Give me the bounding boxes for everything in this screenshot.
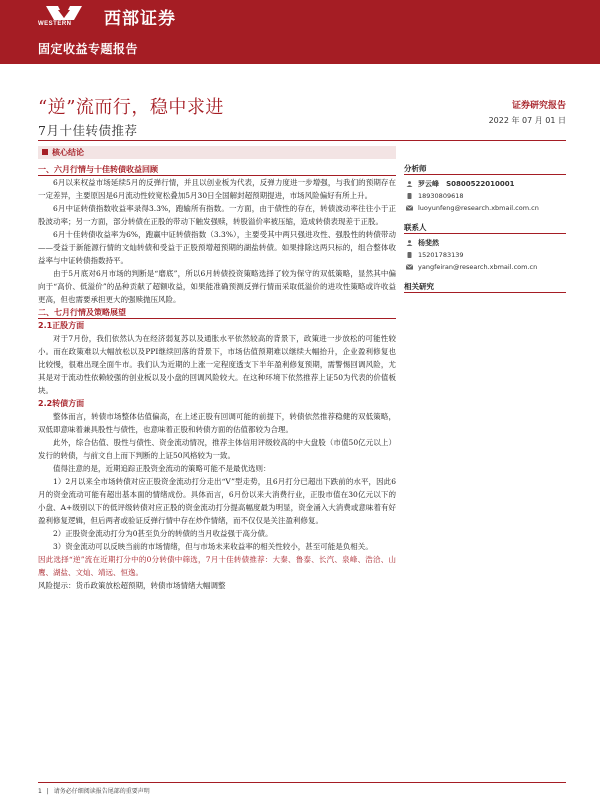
email-icon — [406, 264, 413, 270]
analyst-phone: 18930809618 — [418, 192, 464, 200]
subsection-2-2-title: 2.2转债方面 — [38, 399, 85, 408]
paragraph: 值得注意的是，近期追踪正股资金流动的策略可能不是最优选则： — [53, 464, 271, 473]
recommendation-text: 因此选择“逆”流在近期打分中的0分转债中筛选，7月十佳转债推荐：大秦、鲁泰、长汽、泉峰、浩洽、山鹰、湖盐、文灿、靖远、恒逸。 — [38, 555, 396, 577]
contact-name-row — [404, 237, 566, 249]
related-research-header: 相关研究 — [404, 281, 566, 293]
section-1-title: 一、六月行情与十佳转债收益回顾 — [38, 163, 396, 176]
section-2-title: 二、七月行情及策略展望 — [38, 306, 396, 319]
paragraph: 6月以来权益市场延续5月的反弹行情，并且以创业板为代表，反弹力度进一步增强，与我们的预期存在一定差异，主要原因是6月流动性较宽松叠加5月30日全国解封超预期提进，市场风险偏好有所上升。 — [38, 178, 396, 200]
report-date: 2022 年 07 月 01 日 — [488, 116, 566, 125]
footer: 1 | 请务必仔细阅读报告尾部的重要声明 — [38, 788, 150, 795]
brand-name: 西部证券 — [104, 9, 176, 29]
disclaimer-text: 请务必仔细阅读报告尾部的重要声明 — [53, 788, 150, 795]
paragraph: 对于7月份，我们依然认为在经济弱复苏以及通胀水平依然较高的背景下，政策进一步放松的可能性较小。而在政策难以大幅放松以及PPI继续回落的背景下，市场估值预期难以继续大幅抬升，企业盈利修复也比较慢，很难出现全面牛市。我们认为近期的上涨一定程度透支下半年盈利修复预期，需警惕回调风险，尤其是对于流动性依赖较强的创业板以及小盘的回调风险较大。在这种环境下依然推荐上证50为代表的价值板块。 — [38, 334, 396, 395]
contact-phone: 15201783139 — [418, 251, 464, 259]
contact-email-row — [404, 261, 566, 273]
analyst-cert: S0800522010001 — [446, 180, 515, 188]
key-conclusion-label: 核心结论 — [52, 148, 84, 157]
main-content — [38, 163, 396, 592]
paragraph: 6月中证转债指数收益率录得3.3%，跑输所有指数。一方面，由于债性的存在，转债波动率往往小于正股波动率；另一方面，部分转债在正股的带动下触发强赎，转股溢价率被压缩，造成转债表现差于正股。 — [38, 204, 396, 226]
paragraph: 此外，综合估值、股性与债性、资金流动情况，推荐主体信用评级较高的中大盘股（市值50亿元以上）发行的转债，与前文自上而下判断的上证50风格较为一致。 — [38, 438, 396, 460]
analyst-name: 罗云峰 — [418, 180, 439, 188]
page-subtitle: 7月十佳转债推荐 — [38, 123, 138, 138]
report-type: 固定收益专题报告 — [38, 42, 139, 56]
header-banner — [0, 0, 600, 64]
phone-icon — [406, 193, 413, 199]
analyst-header: 分析师 — [404, 163, 566, 175]
page-number: 1 — [38, 788, 42, 795]
key-conclusion-header — [38, 146, 396, 159]
risk-note: 风险提示：货币政策放松超预期，转债市场情绪大幅调整 — [38, 581, 226, 590]
analyst-email-row — [404, 202, 566, 214]
footer-divider — [38, 782, 566, 783]
sidebar — [404, 163, 566, 296]
phone-icon — [406, 252, 413, 258]
analyst-email[interactable]: luoyunfeng@research.xbmail.com.cn — [418, 204, 539, 212]
paragraph: 2）正股资金流动打分为0甚至负分的转债的当月收益强于高分债。 — [53, 529, 273, 538]
square-marker-icon — [42, 149, 48, 155]
subsection-2-1-title: 2.1正股方面 — [38, 321, 85, 330]
analyst-name-row — [404, 178, 566, 190]
person-icon — [406, 240, 413, 246]
report-kind: 证券研究报告 — [511, 101, 566, 111]
paragraph: 3）资金流动可以反映当前的市场情绪，但与市场未来收益率的相关性较小，甚至可能是负相关。 — [53, 542, 373, 551]
page-title: “逆”流而行，稳中求进 — [38, 97, 224, 118]
paragraph: 1）2月以来全市场转债对应正股资金流动打分走出“V”型走势，且6月打分已超出下跌前的水平，因此6月的资金流动可能有超出基本面的情绪成份。具体而言，6月份以来大消费行业，正股市值在30亿元以下的小盘、A+级别以下的低评级转债对应正股的资金流动打分提高幅度最为明显，资金涌入大消费或意味着有好盈利修复逻辑，但后两者或验证反弹行情中存在炒作情绪，而不仅仅是关注盈利修复。 — [38, 477, 396, 525]
paragraph: 6月十佳转债收益率为6%，跑赢中证转债指数（3.3%），主要受其中两只强进攻性、强股性的转债带动——受益于新能源行情的文灿转债和受益于正股预增超预期的湖盐转债。如果排除这两只标的，组合整体收益率与中证转债指数持平。 — [38, 230, 396, 265]
paragraph: 整体而言，转债市场整体估值偏高，在上述正股有回调可能的前提下，转债依然推荐稳健的双低策略，双低即意味着兼具股性与债性，也意味着正股和转债方面的估值都较为合理。 — [38, 412, 396, 434]
logo-text: WESTERN — [38, 21, 72, 27]
paragraph: 由于5月底对6月市场的判断是“磨底”，所以6月转债投资策略选择了较为保守的双低策略，显然其中偏向于“高价、低溢价”的品种贡献了超额收益，如果能准确预测反弹行情而采取低溢价的进攻性策略或许收益更高，但也需要承担更大的强赎抛压风险。 — [38, 269, 396, 304]
divider — [38, 140, 566, 141]
analyst-phone-row — [404, 190, 566, 202]
person-icon — [406, 181, 413, 187]
contact-phone-row — [404, 249, 566, 261]
contact-header: 联系人 — [404, 222, 566, 234]
contact-email[interactable]: yangfeiran@research.xbmail.com.cn — [418, 263, 538, 271]
email-icon — [406, 205, 413, 211]
contact-name: 杨斐然 — [418, 239, 439, 247]
